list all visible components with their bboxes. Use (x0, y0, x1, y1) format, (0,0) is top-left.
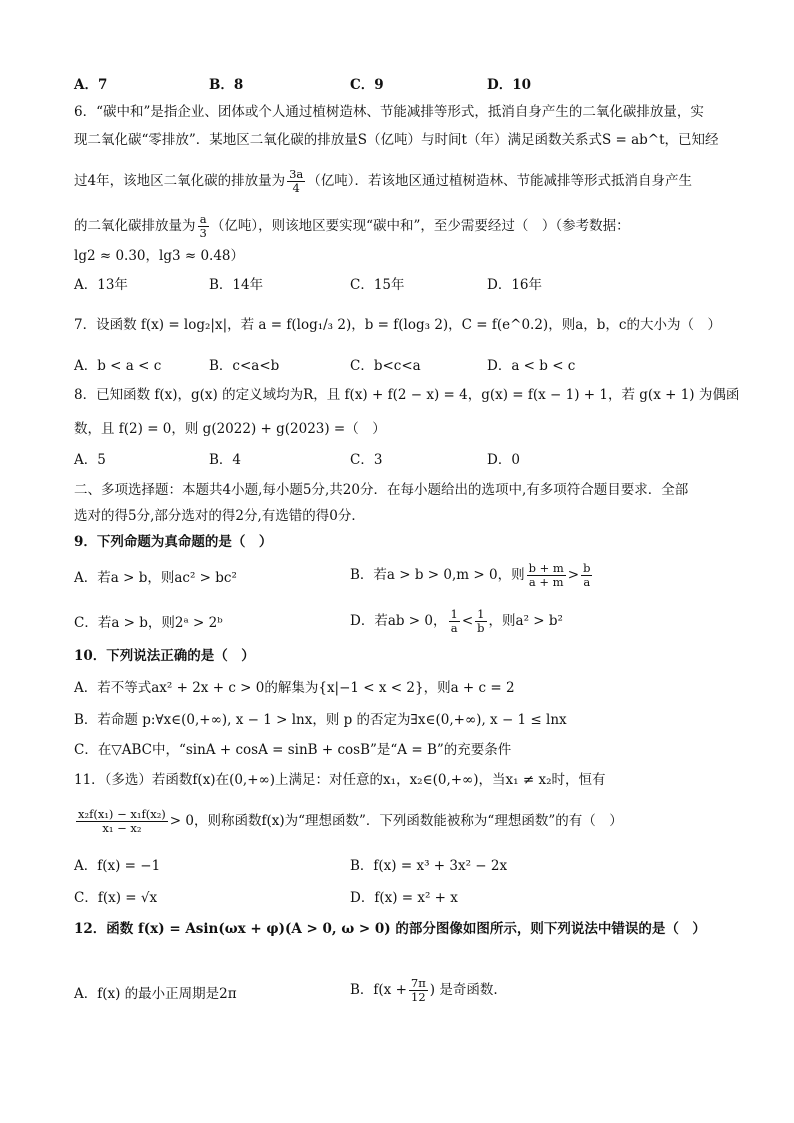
q11-option-c: C．f(x) = √x (74, 890, 158, 906)
q9-option-c: C．若a > b，则2ᵃ > 2ᵇ (74, 615, 223, 631)
q9-fraction-1-over-b (475, 608, 486, 635)
q12-option-b (350, 977, 498, 1004)
q10-option-b: B．若命题 p:∀x∈(0,+∞), x − 1 > lnx，则 p 的否定为∃x∈(0,+∞), x − 1 ≤ lnx (74, 712, 567, 728)
q11-line-2 (74, 808, 623, 835)
q6-option-a: A．13年 (74, 277, 128, 293)
q12-option-b-text: B．f(x + (350, 982, 407, 998)
fraction-numerator: a (198, 213, 209, 227)
q7-option-c: C．b<c<a (350, 358, 421, 374)
fraction-denominator: 12 (411, 990, 426, 1004)
q7-stem: 7．设函数 f(x) = log₂|x|，若 a = f(log₁/₃ 2)，b = f(log₃ 2)，C = f(e^0.2)，则a，b，c的大小为（ ） (74, 317, 721, 333)
q5-option-a: A．7 (74, 77, 108, 93)
fraction-numerator: 1 (450, 607, 458, 621)
q7-option-b: B．c<a<b (209, 358, 280, 374)
q6-line-4 (74, 213, 630, 240)
less-than-sign: < (461, 613, 474, 629)
q6-line-5: lg2 ≈ 0.30，lg3 ≈ 0.48） (74, 248, 245, 264)
fraction-numerator: b + m (528, 561, 564, 575)
q11-option-d: D．f(x) = x² + x (350, 890, 458, 906)
q6-line-3 (74, 168, 692, 195)
q5-option-b: B．8 (209, 77, 244, 93)
fraction-denominator: a (450, 621, 458, 635)
q9-option-b (350, 562, 594, 589)
q11-line-1: 11．（多选）若函数f(x)在(0,+∞)上满足：对任意的x₁，x₂∈(0,+∞)，当x₁ ≠ x₂时，恒有 (74, 772, 606, 788)
q9-option-d-tail: ，则a² > b² (488, 613, 563, 629)
q11-line-2-text: > 0，则称函数f(x)为“理想函数”．下列函数能被称为“理想函数”的有（ ） (169, 813, 623, 829)
q8-line-1: 8．已知函数 f(x)，g(x) 的定义域均为R，且 f(x) + f(2 − x) = 4，g(x) = f(x − 1) + 1，若 g(x + 1) 为偶函 (74, 387, 740, 403)
q9-option-d (350, 608, 563, 635)
q6-line-3-text-a: 过4年，该地区二氧化碳的排放量为 (74, 173, 286, 189)
fraction-denominator: a (583, 575, 591, 589)
q9-fraction-b-plus-m-over-a-plus-m (527, 562, 566, 589)
q11-option-b: B．f(x) = x³ + 3x² − 2x (350, 858, 508, 874)
q6-option-d: D．16年 (487, 277, 543, 293)
fraction-denominator: 3 (199, 226, 207, 240)
section-2-line-1: 二、多项选择题：本题共4小题,每小题5分,共20分．在每小题给出的选项中,有多项符合题目要求．全部 (74, 482, 689, 498)
q6-line-4-text-a: 的二氧化碳排放量为 (74, 218, 196, 234)
fraction-denominator: x₁ − x₂ (102, 821, 142, 835)
q9-fraction-b-over-a (581, 562, 592, 589)
q7-option-d: D．a < b < c (487, 358, 576, 374)
q6-option-b: B．14年 (209, 277, 264, 293)
q11-fraction (76, 808, 168, 835)
section-2-line-2: 选对的得5分,部分选对的得2分,有选错的得0分． (74, 508, 365, 524)
q12-option-b-tail: ) 是奇函数. (429, 982, 498, 998)
fraction-numerator: 7π (410, 976, 426, 990)
q8-option-a: A．5 (74, 452, 106, 468)
q10-option-c: C．在▽ABC中，“sinA + cosA = sinB + cosB”是“A = B”的充要条件 (74, 742, 512, 758)
q8-option-c: C．3 (350, 452, 383, 468)
fraction-denominator: a + m (528, 575, 564, 589)
q6-line-3-text-b: （亿吨）．若该地区通过植树造林、节能减排等形式抵消自身产生 (307, 173, 693, 189)
q6-fraction-3a-over-4 (287, 168, 305, 195)
q8-line-2: 数，且 f(2) = 0，则 g(2022) + g(2023) =（ ） (74, 421, 386, 437)
q8-option-d: D．0 (487, 452, 520, 468)
fraction-denominator: b (477, 621, 485, 635)
q9-fraction-1-over-a (449, 608, 460, 635)
fraction-numerator: 1 (475, 608, 486, 622)
fraction-denominator: 4 (292, 181, 300, 195)
q12-fraction-7pi-over-12 (409, 977, 428, 1004)
q6-fraction-a-over-3 (198, 213, 209, 240)
q10-stem: 10．下列说法正确的是（ ） (74, 648, 255, 664)
fraction-numerator: 3a (289, 167, 304, 181)
q8-option-b: B．4 (209, 452, 242, 468)
q6-line-2: 现二氧化碳“零排放”．某地区二氧化碳的排放量S（亿吨）与时间t（年）满足函数关系式S = ab^t，已知经 (74, 132, 719, 148)
q6-option-c: C．15年 (350, 277, 405, 293)
q6-line-4-text-b: （亿吨），则该地区要实现“碳中和”，至少需要经过（ ）（参考数据： (210, 218, 630, 234)
q11-option-a: A．f(x) = −1 (74, 858, 161, 874)
q9-option-a: A．若a > b，则ac² > bc² (74, 570, 237, 586)
q12-stem: 12．函数 f(x) = Asin(ωx + φ)(A > 0, ω > 0) 的部分图像如图所示，则下列说法中错误的是（ ） (74, 921, 706, 937)
q9-option-d-text: D．若ab > 0， (350, 613, 447, 629)
q12-option-a: A．f(x) 的最小正周期是2π (74, 986, 237, 1002)
greater-than-sign: > (567, 567, 580, 583)
q5-option-d: D．10 (487, 77, 531, 93)
q6-line-1: 6．“碳中和”是指企业、团体或个人通过植树造林、节能减排等形式，抵消自身产生的二氧化碳排放量，实 (74, 104, 704, 120)
q5-option-c: C．9 (350, 77, 384, 93)
q10-option-a: A．若不等式ax² + 2x + c > 0的解集为{x|−1 < x < 2}，则a + c = 2 (74, 680, 515, 696)
q9-stem: 9．下列命题为真命题的是（ ） (74, 534, 273, 550)
fraction-numerator: x₂f(x₁) − x₁f(x₂) (78, 807, 166, 821)
fraction-numerator: b (583, 561, 591, 575)
q9-option-b-text: B．若a > b > 0,m > 0，则 (350, 567, 525, 583)
q7-option-a: A．b < a < c (74, 358, 162, 374)
